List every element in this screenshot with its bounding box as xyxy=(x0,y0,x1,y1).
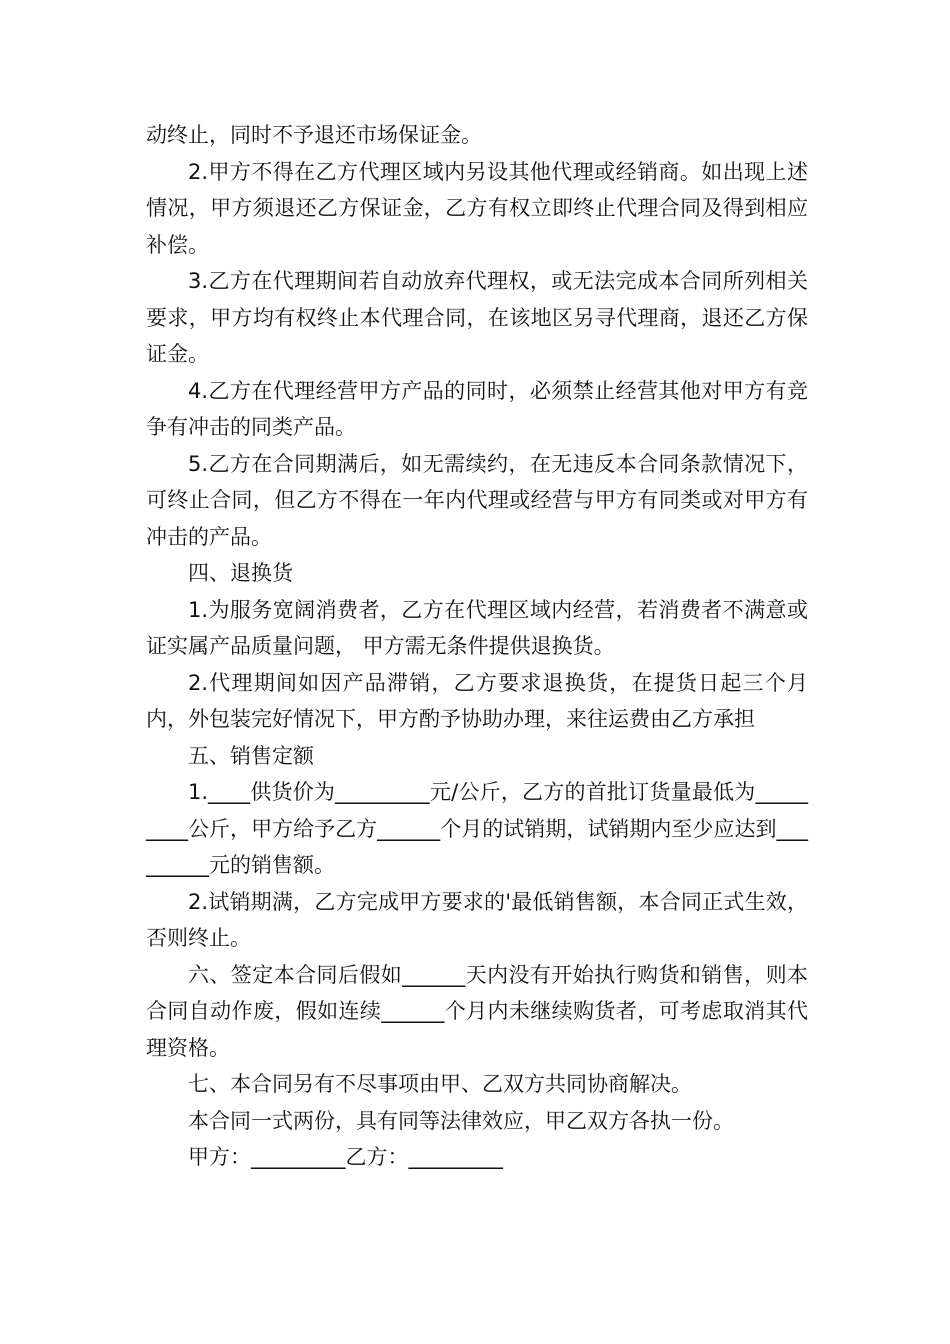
paragraph-clause-3: 3.乙方在代理期间若自动放弃代理权，或无法完成本合同所列相关要求，甲方均有权终止本代理合同，在该地区另寻代理商，退还乙方保证金。 xyxy=(146,269,808,366)
paragraph-quota-2: 2.试销期满，乙方完成甲方要求的'最低销售额，本合同正式生效，否则终止。 xyxy=(146,889,808,950)
paragraph-returns-1: 1.为服务宽阔消费者，乙方在代理区域内经营，若消费者不满意或证实属产品质量问题， 甲方需无条件提供退换货。 xyxy=(146,597,808,658)
paragraph-clause-2: 2.甲方不得在乙方代理区域内另设其他代理或经销商。如出现上述情况，甲方须退还乙方保证金，乙方有权立即终止代理合同及得到相应补偿。 xyxy=(146,159,808,257)
paragraph-clause-5: 5.乙方在合同期满后，如无需续约，在无违反本合同条款情况下，可终止合同，但乙方不得在一年内代理或经营与甲方有同类或对甲方有冲击的产品。 xyxy=(146,451,808,549)
paragraph-quota-1: 1.____供货价为_________元/公斤，乙方的首批订货量最低为_________公斤，甲方给予乙方______个月的试销期，试销期内至少应达到_________元的销售额。 xyxy=(146,780,808,877)
signature-line: 甲方：_________乙方：_________ xyxy=(188,1145,503,1169)
paragraph-termination-continued: 动终止，同时不予退还市场保证金。 xyxy=(146,123,482,147)
section-heading-returns: 四、退换货 xyxy=(188,561,293,585)
paragraph-copies: 本合同一式两份，具有同等法律效应，甲乙双方各执一份。 xyxy=(188,1108,734,1133)
section-six-signing: 六、签定本合同后假如______天内没有开始执行购货和销售，则本合同自动作废，假如连续______个月内未继续购货者，可考虑取消其代理资格。 xyxy=(146,962,808,1060)
contract-body xyxy=(146,117,808,1176)
section-seven-other-matters: 七、本合同另有不尽事项由甲、乙双方共同协商解决。 xyxy=(188,1072,692,1096)
section-heading-sales-quota: 五、销售定额 xyxy=(188,743,314,768)
paragraph-returns-2: 2.代理期间如因产品滞销，乙方要求退换货，在提货日起三个月内，外包装完好情况下，甲方酌予协助办理，来往运费由乙方承担 xyxy=(146,670,808,731)
paragraph-clause-4: 4.乙方在代理经营甲方产品的同时，必须禁止经营其他对甲方有竞争有冲击的同类产品。 xyxy=(146,378,808,439)
